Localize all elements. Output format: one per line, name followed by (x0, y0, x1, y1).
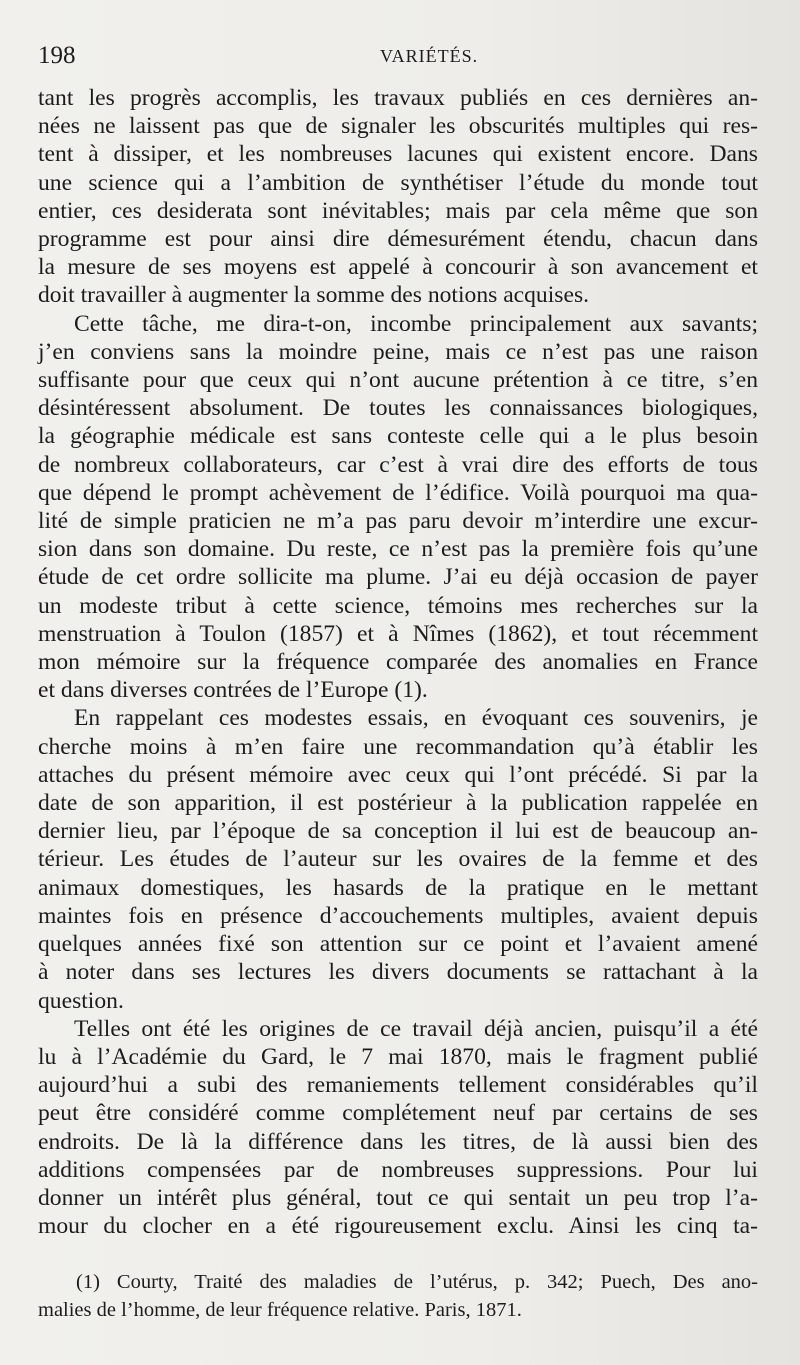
text-line: En rappelant ces modestes essais, en évoquant ces souvenirs, je (74, 705, 758, 732)
text-line: menstruation à Toulon (1857) et à Nîmes (1862), et tout récemment (38, 620, 758, 647)
text-line: tent à dissiper, et les nombreuses lacunes qui existent encore. Dans (38, 141, 758, 168)
body-text (38, 84, 758, 1240)
text-line: suffisante pour que ceux qui n’ont aucune prétention à ce titre, s’en (38, 367, 758, 394)
text-line: sion dans son domaine. Du reste, ce n’est pas la première fois qu’une (38, 536, 758, 563)
text-line: peut être considéré comme complétement neuf par certains de ses (38, 1100, 758, 1127)
text-line: une science qui a l’ambition de synthétiser l’étude du monde tout (38, 169, 758, 196)
running-title: VARIÉTÉS. (380, 46, 479, 66)
footnote-line: malies de l’homme, de leur fréquence relative. Paris, 1871. (38, 1299, 522, 1321)
text-line: que dépend le prompt achèvement de l’édifice. Voilà pourquoi ma qua- (38, 479, 758, 506)
footnotes (38, 1268, 758, 1324)
text-line: maintes fois en présence d’accouchements multiples, avaient depuis (38, 902, 758, 929)
text-line: additions compensées par de nombreuses suppressions. Pour lui (38, 1156, 758, 1183)
text-line: lité de simple praticien ne m’a pas paru devoir m’interdire une excur- (38, 508, 758, 535)
text-line: cherche moins à m’en faire une recommandation qu’à établir les (38, 733, 758, 760)
page-header (38, 42, 762, 72)
text-line: date de son apparition, il est postérieur à la publication rappelée en (38, 790, 758, 817)
text-line: j’en conviens sans la moindre peine, mais ce n’est pas une raison (38, 338, 758, 365)
text-line: entier, ces desiderata sont inévitables; mais par cela même que son (38, 197, 758, 224)
text-line: de nombreux collaborateurs, car c’est à vrai dire des efforts de tous (38, 451, 758, 478)
text-line: la géographie médicale est sans conteste celle qui a le plus besoin (38, 423, 758, 450)
text-line: mour du clocher en a été rigoureusement exclu. Ainsi les cinq ta- (38, 1213, 758, 1240)
text-line: aujourd’hui a subi des remaniements tellement considérables qu’il (38, 1072, 758, 1099)
text-line: question. (38, 987, 124, 1014)
text-line: animaux domestiques, les hasards de la pratique en le mettant (38, 874, 758, 901)
text-line: dernier lieu, par l’époque de sa conception il lui est de beaucoup an- (38, 818, 758, 845)
text-line: endroits. De là la différence dans les titres, de là aussi bien des (38, 1128, 758, 1155)
text-line: programme est pour ainsi dire démesurément étendu, chacun dans (38, 226, 758, 253)
text-line: quelques années fixé son attention sur ce point et l’avaient amené (38, 931, 758, 958)
text-line: Telles ont été les origines de ce travail déjà ancien, puisqu’il a été (74, 1015, 758, 1042)
text-line: donner un intérêt plus général, tout ce qui sentait un peu trop l’a- (38, 1184, 758, 1211)
text-line: doit travailler à augmenter la somme des notions acquises. (38, 282, 590, 309)
text-line: la mesure de ses moyens est appelé à concourir à son avancement et (38, 254, 758, 281)
text-line: et dans diverses contrées de l’Europe (1). (38, 677, 428, 704)
text-line: à noter dans ses lectures les divers documents se rattachant à la (38, 959, 758, 986)
text-line: un modeste tribut à cette science, témoins mes recherches sur la (38, 592, 758, 619)
text-line: attaches du présent mémoire avec ceux qui l’ont précédé. Si par la (38, 761, 758, 788)
text-line: mon mémoire sur la fréquence comparée des anomalies en France (38, 649, 758, 676)
text-line: nées ne laissent pas que de signaler les obscurités multiples qui res- (38, 113, 758, 140)
text-line: lu à l’Académie du Gard, le 7 mai 1870, mais le fragment publié (38, 1043, 758, 1070)
text-line: tant les progrès accomplis, les travaux publiés en ces dernières an- (38, 85, 758, 111)
text-line: étude de cet ordre sollicite ma plume. J’ai eu déjà occasion de payer (38, 564, 758, 591)
text-line: térieur. Les études de l’auteur sur les ovaires de la femme et des (38, 846, 758, 873)
text-line: désintéressent absolument. De toutes les connaissances biologiques, (38, 395, 758, 422)
page-number: 198 (38, 42, 76, 69)
footnote-line: (1) Courty, Traité des maladies de l’utérus, p. 342; Puech, Des ano- (76, 1271, 758, 1293)
text-line: Cette tâche, me dira-t-on, incombe principalement aux savants; (74, 310, 758, 337)
